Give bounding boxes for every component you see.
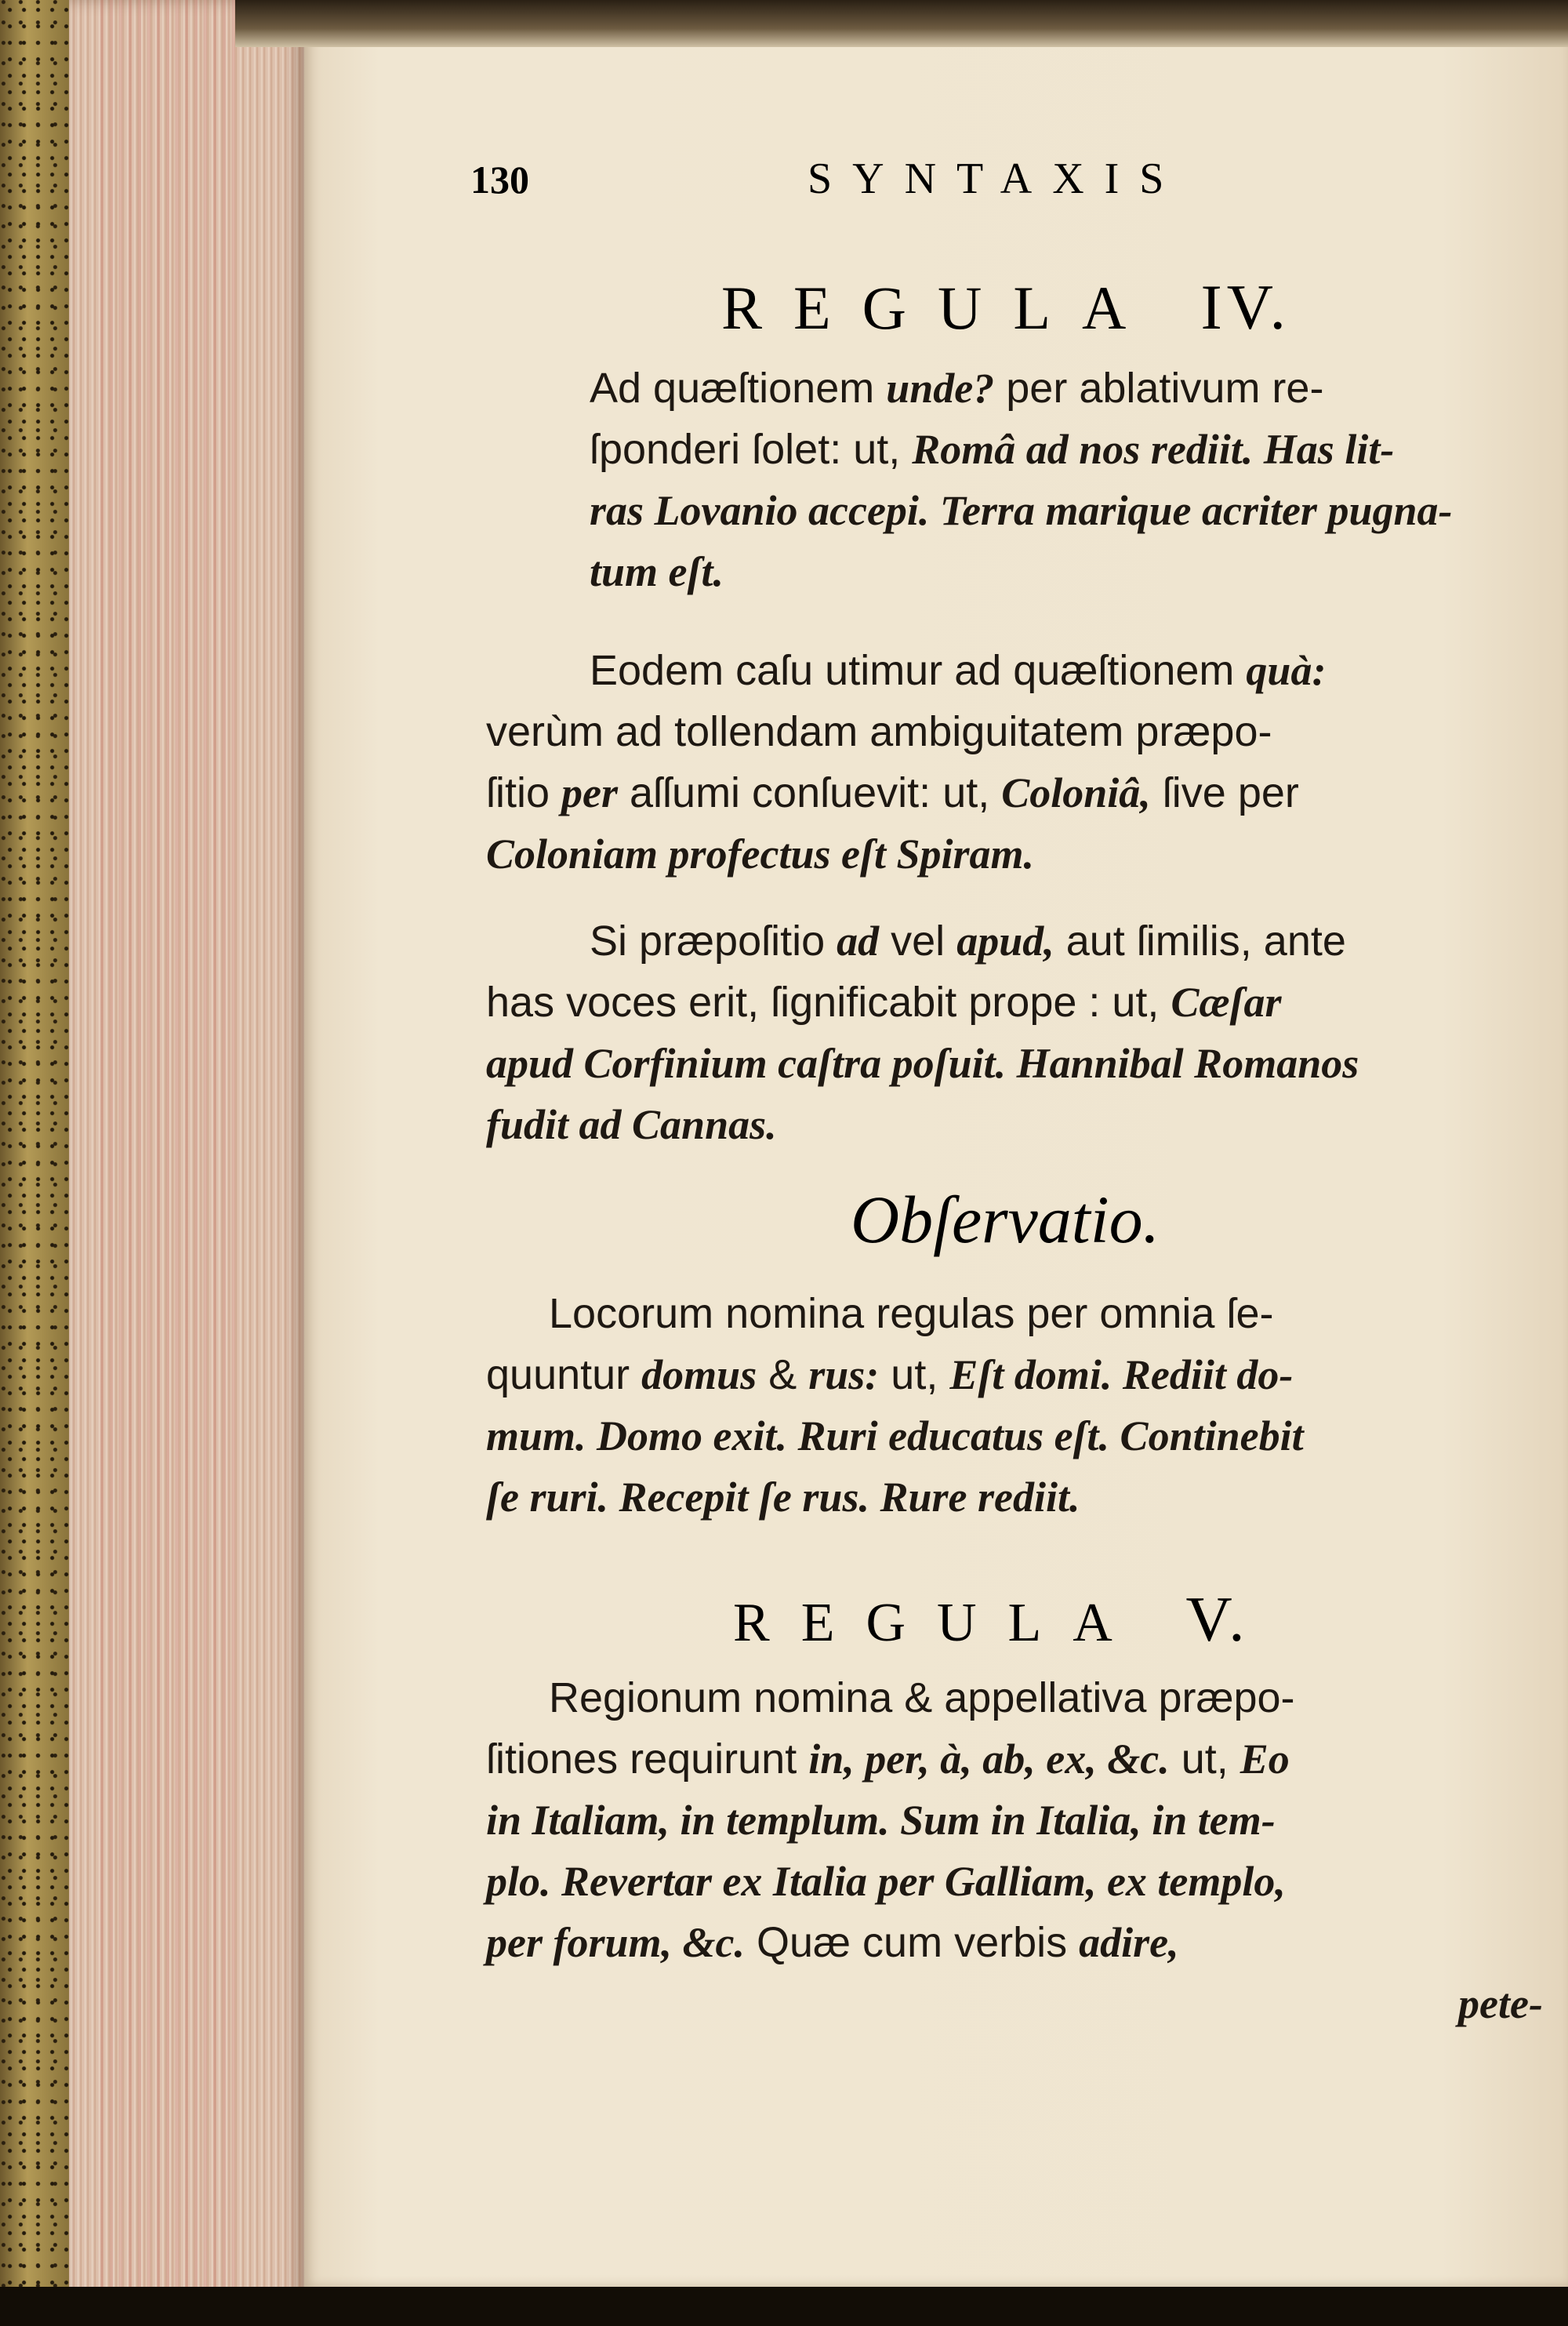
text-segment: Coloniâ, <box>1001 769 1151 816</box>
text-segment: per forum, &c. <box>486 1919 745 1966</box>
text-line <box>486 1347 1293 1402</box>
text-segment: ut, <box>879 1351 950 1398</box>
text-line <box>590 361 1323 416</box>
text-segment: ſive per <box>1150 769 1299 816</box>
regula-iv-title: REGULA <box>721 274 1154 342</box>
text-line <box>590 544 724 599</box>
text-segment: quuntur <box>486 1351 642 1398</box>
text-segment: Locorum nomina regulas per omnia ſe- <box>549 1290 1274 1337</box>
observatio-heading: Obſervatio. <box>851 1182 1160 1257</box>
text-segment: domus <box>641 1351 757 1398</box>
text-segment: ad <box>837 918 880 965</box>
text-segment: pete- <box>1458 1980 1543 2027</box>
text-segment: quà: <box>1246 647 1327 694</box>
text-line <box>486 1915 1179 1970</box>
text-segment: has voces erit, ſignificabit prope : ut, <box>486 979 1171 1026</box>
text-line <box>486 1470 1080 1525</box>
text-segment: aut ſimilis, ante <box>1054 918 1346 965</box>
regula-iv-heading <box>721 271 1290 344</box>
text-segment: ſitio <box>486 769 562 816</box>
text-line <box>486 1408 1304 1463</box>
text-segment: Eo <box>1240 1735 1290 1783</box>
text-line <box>1458 1976 1543 2031</box>
text-segment: per ablativum re- <box>994 365 1324 412</box>
page-top-shadow <box>235 0 1568 47</box>
text-segment: apud Corfinium caſtra poſuit. Hannibal Romanos <box>486 1040 1359 1087</box>
text-line <box>590 914 1346 969</box>
regula-v-heading <box>733 1583 1250 1656</box>
text-segment: apud, <box>956 918 1054 965</box>
text-line <box>486 1036 1359 1091</box>
text-segment: Regionum nomina & appellativa præpo- <box>549 1674 1295 1721</box>
text-segment: unde? <box>886 365 995 412</box>
text-segment: Cæſar <box>1171 979 1282 1026</box>
text-line <box>486 704 1272 759</box>
text-segment: ſponderi ſolet: ut, <box>590 426 913 473</box>
text-line <box>486 1097 777 1152</box>
page-edges <box>69 0 304 2326</box>
text-segment: adire, <box>1079 1919 1179 1966</box>
running-head: SYNTAXIS <box>808 154 1185 203</box>
text-line <box>549 1670 1295 1725</box>
background-strip <box>0 2287 1568 2326</box>
text-segment: Româ ad nos rediit. Has lit- <box>912 426 1395 473</box>
text-segment: Coloniam profectus eſt Spiram. <box>486 830 1035 878</box>
text-segment: ſe ruri. Recepit ſe rus. Rure rediit. <box>486 1474 1080 1521</box>
text-line <box>486 827 1034 881</box>
text-segment: & <box>757 1351 809 1398</box>
text-segment: Quæ cum verbis <box>745 1919 1080 1966</box>
running-header <box>470 154 1490 212</box>
text-segment: per <box>561 769 619 816</box>
text-segment: vel <box>879 918 957 965</box>
text-segment: Eſt domi. Rediit do- <box>949 1351 1294 1398</box>
book-cover-edge <box>0 0 69 2326</box>
text-segment: ſitiones requirunt <box>486 1735 809 1783</box>
text-segment: ut, <box>1169 1735 1240 1783</box>
text-segment: verùm ad tollendam ambiguitatem præpo- <box>486 708 1272 755</box>
text-line <box>590 483 1453 538</box>
text-line <box>486 1854 1286 1909</box>
text-line <box>486 765 1299 820</box>
text-segment: plo. Revertar ex Italia per Galliam, ex templo, <box>486 1858 1286 1905</box>
regula-v-numeral: V. <box>1185 1583 1250 1655</box>
regula-iv-numeral: IV. <box>1200 271 1290 343</box>
text-line <box>590 643 1326 698</box>
text-line <box>549 1286 1273 1341</box>
text-line <box>486 1793 1276 1848</box>
text-segment: in, per, à, ab, ex, &c. <box>808 1735 1170 1783</box>
text-line <box>486 1732 1290 1786</box>
text-line <box>590 422 1394 477</box>
text-segment: rus: <box>808 1351 880 1398</box>
text-line <box>486 975 1281 1030</box>
text-segment: aſſumi conſuevit: ut, <box>618 769 1002 816</box>
text-segment: Si præpoſitio <box>590 918 837 965</box>
text-segment: tum eſt. <box>590 548 724 595</box>
text-segment: Eodem caſu utimur ad quæſtionem <box>590 647 1247 694</box>
text-segment: mum. Domo exit. Ruri educatus eſt. Continebit <box>486 1412 1304 1459</box>
text-segment: fudit ad Cannas. <box>486 1101 777 1148</box>
regula-v-title: REGULA <box>733 1593 1141 1653</box>
text-segment: Ad quæſtionem <box>590 365 887 412</box>
text-segment: ras Lovanio accepi. Terra marique acriter pugna- <box>590 487 1453 534</box>
page-number: 130 <box>470 158 529 202</box>
text-segment: in Italiam, in templum. Sum in Italia, in tem- <box>486 1797 1276 1844</box>
